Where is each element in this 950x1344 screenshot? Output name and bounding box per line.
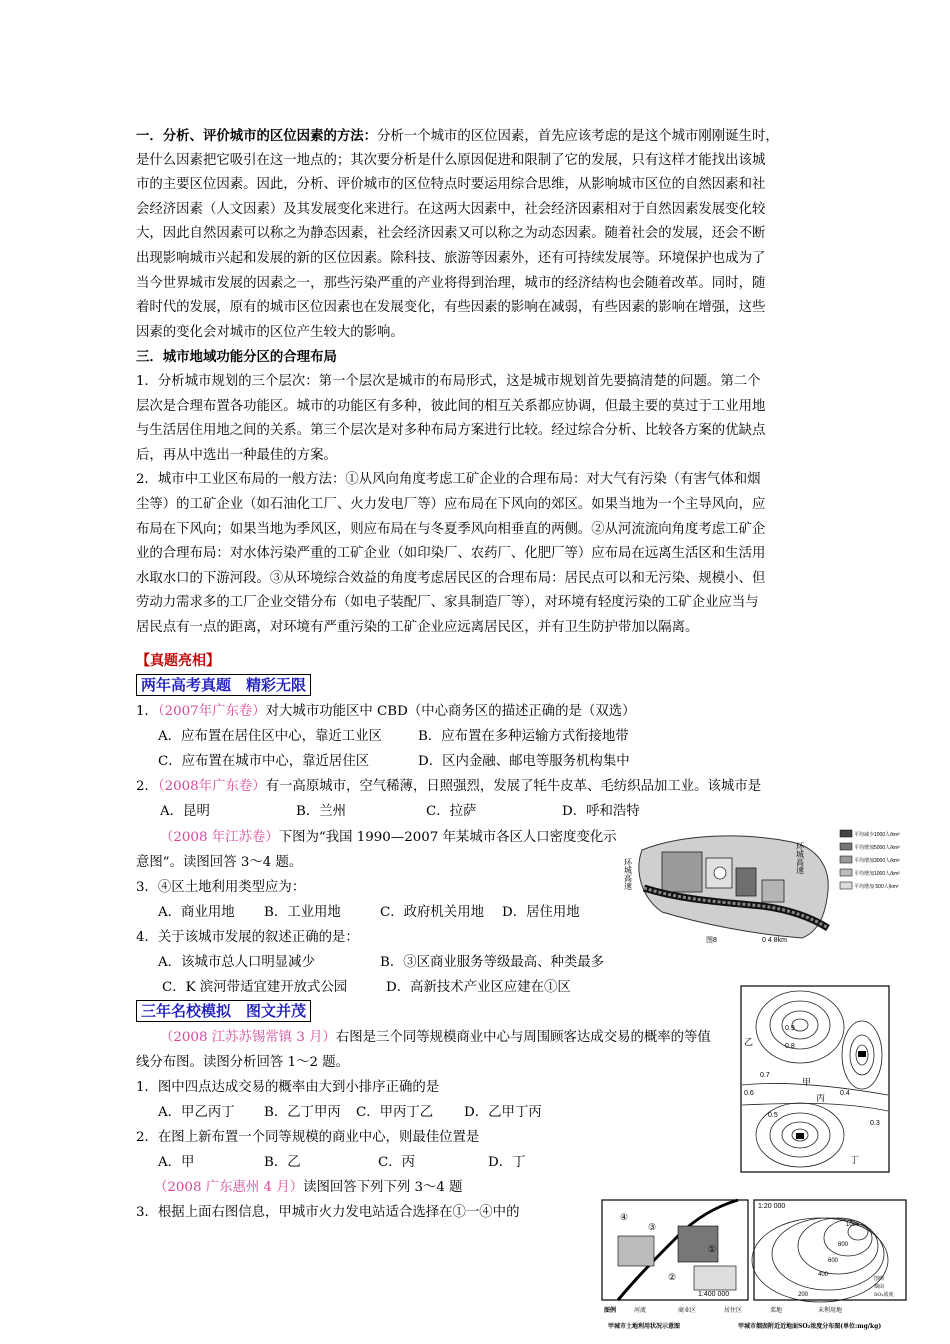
option-d: D．高新技术产业区应建在①区	[386, 980, 571, 995]
zhenti-box-text: 两年高考真题 精彩无限	[136, 674, 311, 696]
section-3-p2-line: 水取水口的下游河段。③从环境综合效益的角度考虑居民区的合理布局：居民点可以和无污染、规模小、但	[136, 570, 766, 586]
legend-item: 平均增加1000人/km²	[854, 871, 900, 877]
option-a: A．商业用地	[158, 905, 235, 920]
so2-value: 1000	[846, 1222, 860, 1228]
option-c: C．应布置在城市中心，靠近居住区	[158, 754, 370, 769]
section-1	[136, 124, 826, 640]
so2-value: 800	[838, 1242, 849, 1248]
section-3-p2-line: 2．城市中工业区布局的一般方法：①从风向角度考虑工矿企业的合理布局：对大气有污染（有害气体和烟	[136, 472, 761, 488]
option-d: D．乙甲丁丙	[464, 1105, 542, 1120]
section-3-p2-line: 布局在下风向；如果当地为季风区，则应布局在与冬夏季风向相垂直的两侧。②从河流流向角度考虑工矿企	[136, 521, 766, 537]
city-density-map	[622, 828, 912, 946]
section-1-line: 市的主要区位因素。因此，分析、评价城市的区位特点时要运用综合思维，从影响城市区位的自然因素和社	[136, 177, 766, 193]
mingxiao-box-text: 三年名校模拟 图文并茂	[136, 1000, 311, 1022]
so2-legend-item: 图例	[874, 1276, 885, 1282]
question-3: 3．根据上面右图信息，甲城市火力发电站适合选择在①一④中的	[136, 1205, 520, 1220]
section-3-heading: 三．城市地域功能分区的合理布局	[136, 349, 337, 366]
question-4: 4．关于该城市发展的叙述正确的是：	[136, 930, 359, 945]
so2-value: 600	[828, 1258, 839, 1264]
so2-value: 200	[798, 1292, 809, 1298]
landuse-legend-item: 商业区	[678, 1307, 697, 1314]
city-density-map-figure	[622, 828, 912, 946]
landuse-legend-item: 居住区	[724, 1307, 743, 1314]
option-a: A．该城市总人口明显减少	[158, 955, 315, 970]
option-b: B．应布置在多种运输方式衔接地带	[418, 729, 629, 744]
site-marker: ③	[648, 1223, 657, 1233]
landuse-caption: 甲城市土地利用状况示意图	[608, 1323, 681, 1330]
contour-label: 0.9	[785, 1025, 795, 1032]
contour-label: 0.8	[785, 1043, 795, 1050]
question-text: 有一高原城市，空气稀薄，日照强烈，发展了牦牛皮革、毛纺织品加工业。该城市是	[265, 779, 762, 794]
contour-label: 0.5	[768, 1112, 778, 1119]
so2-value: 400	[818, 1272, 829, 1278]
legend-item: 平均增加3000人/km²	[854, 858, 900, 864]
section-1-line: 大，因此自然因素可以称之为静态因素，社会经济因素又可以称之为动态因素。随着社会的发展，还会不断	[136, 226, 766, 242]
contour-label: 0.3	[870, 1120, 880, 1127]
section-1-heading: 一．分析、评价城市的区位因素的方法：	[136, 128, 378, 144]
option-d: D．居住用地	[502, 905, 580, 920]
site-marker: ①	[708, 1245, 717, 1255]
option-d: D．丁	[488, 1155, 526, 1170]
option-a: A．昆明	[160, 804, 210, 819]
question-text: 读图回答下列下列 3～4 题	[303, 1180, 463, 1195]
section-3-p2-line: 尘等）的工矿企业（如石油化工厂、火力发电厂等）应布局在下风向的郊区。如果当地为一个主导风向，应	[136, 496, 766, 512]
option-d: D．区内金融、邮电等服务机构集中	[418, 754, 630, 769]
mingxiao-intro-cont: 线分布图。读图分析回答 1～2 题。	[136, 1055, 350, 1070]
option-c: C．丙	[378, 1155, 416, 1170]
option-b: B．③区商业服务等级最高、种类最多	[380, 955, 605, 970]
legend-item: 平均增加5000人/km²	[854, 845, 900, 851]
mingxiao-box-heading	[136, 1000, 311, 1022]
section-1-line: 分析一个城市的区位因素，首先应该考虑的是这个城市刚刚诞生时，	[377, 129, 779, 144]
legend	[840, 830, 900, 890]
section-1-line: 出现影响城市兴起和发展的新的区位因素。除科技、旅游等因素外，还有可持续发展等。环境保护也成为了	[136, 250, 766, 266]
point-label: 甲	[802, 1078, 812, 1088]
zhenti-bracket: 【真题亮相】	[136, 653, 220, 669]
ring-road-label: 环城高速	[795, 842, 805, 874]
question-3-4-intro-cont: 意图”。读图回答 3～4 题。	[136, 855, 303, 870]
question-number: 1．	[136, 704, 158, 719]
contour-map-figure	[740, 985, 890, 1173]
question-text: 下图为“我国 1990—2007 年某城市各区人口密度变化示	[278, 830, 617, 845]
option-a: A．应布置在居住区中心，靠近工业区	[158, 729, 382, 744]
question-number: 2．	[136, 779, 158, 794]
point-label: 乙	[744, 1038, 754, 1048]
question-source: （2007年广东卷）	[157, 704, 266, 719]
site-marker: ④	[620, 1213, 629, 1223]
question-1	[136, 700, 636, 719]
map-scale: 0 4 8km	[762, 937, 787, 944]
option-c: C．甲丙丁乙	[356, 1105, 434, 1120]
question-source: （2008年广东卷）	[157, 779, 266, 794]
section-3-p1-line: 层次是合理布置各功能区。城市的功能区有多种，彼此间的相互关系都应协调，但最主要的莫过于工业用地	[136, 398, 766, 414]
option-b: B．工业用地	[264, 905, 341, 920]
so2-caption: 甲城市烟囱附近近地面SO₂浓度分布图(单位:mg/kg)	[738, 1323, 882, 1330]
question-source: （2008 江苏苏锡常镇 3 月）	[160, 1030, 336, 1045]
question-text: 右图是三个同等规模商业中心与周围顾客达成交易的概率的等值	[335, 1030, 711, 1045]
map-scale: 1:20 000	[758, 1203, 786, 1210]
section-3-p1-line: 1．分析城市规划的三个层次：第一个层次是城市的布局形式，这是城市规划首先要搞清楚的问题。第二个	[136, 373, 761, 389]
option-b: B．乙	[264, 1155, 301, 1170]
site-marker: ②	[668, 1273, 677, 1283]
landuse-legend-title: 图例	[604, 1307, 617, 1314]
question-1: 1．图中四点达成交易的概率由大到小排序正确的是	[136, 1080, 440, 1095]
mingxiao-intro	[160, 1026, 711, 1045]
question-3-4-intro	[154, 1176, 463, 1195]
contour-map	[740, 985, 890, 1173]
landuse-so2-figure	[598, 1196, 910, 1334]
ring-road-label-left: 环城高速	[623, 858, 633, 890]
section-1-line: 因素的变化会对城市的区位产生较大的影响。	[136, 324, 404, 340]
section-3-p1-line: 与生活居住用地之间的关系。第三个层次是对多种布局方案进行比较。经过综合分析、比较各方案的优缺点	[136, 423, 766, 439]
contour-label: 0.7	[760, 1072, 770, 1079]
question-source: （2008 年江苏卷）	[160, 830, 279, 845]
section-3-p2-line: 居民点有一点的距离，对环境有严重污染的工矿企业应远离居民区，并有卫生防护带加以隔离。	[136, 619, 699, 635]
option-b: B．乙丁甲丙	[264, 1105, 341, 1120]
option-c: C．K 滨河带适宜建开放式公园	[162, 980, 348, 995]
so2-legend-item: 烟囱	[874, 1284, 885, 1290]
landuse-legend-item: 菜地	[770, 1307, 783, 1314]
section-3-p1-line: 后，再从中选出一种最佳的方案。	[136, 447, 337, 463]
question-2: 2．在图上新布置一个同等规模的商业中心，则最佳位置是	[136, 1130, 480, 1145]
landuse-legend-item: 河流	[634, 1307, 647, 1314]
question-source: （2008 广东惠州 4 月）	[154, 1180, 304, 1195]
section-1-line: 会经济因素（人文因素）及其发展变化来进行。在这两大因素中，社会经济因素相对于自然因素发展变化较	[136, 201, 766, 217]
option-c: C．政府机关用地	[380, 905, 484, 920]
landuse-so2-maps	[598, 1196, 910, 1334]
option-a: A．甲	[158, 1155, 195, 1170]
option-d: D．呼和浩特	[562, 804, 640, 819]
so2-legend-item: SO₂浓度	[874, 1292, 894, 1298]
question-3-4-intro	[160, 826, 617, 845]
option-a: A．甲乙丙丁	[158, 1105, 235, 1120]
point-label: 丁	[850, 1156, 860, 1166]
legend-item: 平均减少1000人/km²	[854, 832, 900, 838]
question-3: 3．④区土地利用类型应为：	[136, 880, 306, 895]
question-2	[136, 775, 761, 794]
section-1-line: 是什么因素把它吸引在这一地点的；其次要分析是什么原因促进和限制了它的发展，只有这样才能找出该城	[136, 152, 766, 168]
point-label: 丙	[816, 1094, 826, 1104]
legend-item: 平均增加 500人/km²	[854, 884, 899, 890]
section-1-line: 着时代的发展，原有的城市区位因素也在发展变化，有些因素的影响在减弱，有些因素的影响在增强，这些	[136, 300, 766, 316]
landuse-legend-item: 未利用地	[818, 1307, 843, 1314]
contour-label: 0.4	[840, 1090, 850, 1097]
contour-label: 0.6	[744, 1090, 754, 1097]
zhenti-box-heading	[136, 674, 311, 696]
option-c: C．拉萨	[426, 804, 477, 819]
option-b: B．兰州	[296, 804, 347, 819]
map-scale: 1:400 000	[698, 1291, 730, 1298]
section-3-p2-line: 劳动力需求多的工厂企业交错分布（如电子装配厂、家具制造厂等），对环境有轻度污染的工矿企业应当与	[136, 595, 759, 611]
question-text: 对大城市功能区中 CBD（中心商务区的描述正确的是（双选）	[265, 704, 636, 719]
section-3-p2-line: 业的合理布局：对水体污染严重的工矿企业（如印染厂、农药厂、化肥厂等）应布局在远离生活区和生活用	[136, 546, 766, 562]
figure-number: 图8	[706, 937, 717, 944]
section-1-line: 当今世界城市发展的因素之一，那些污染严重的产业将得到治理，城市的经济结构也会随着改革。同时，随	[136, 275, 766, 291]
